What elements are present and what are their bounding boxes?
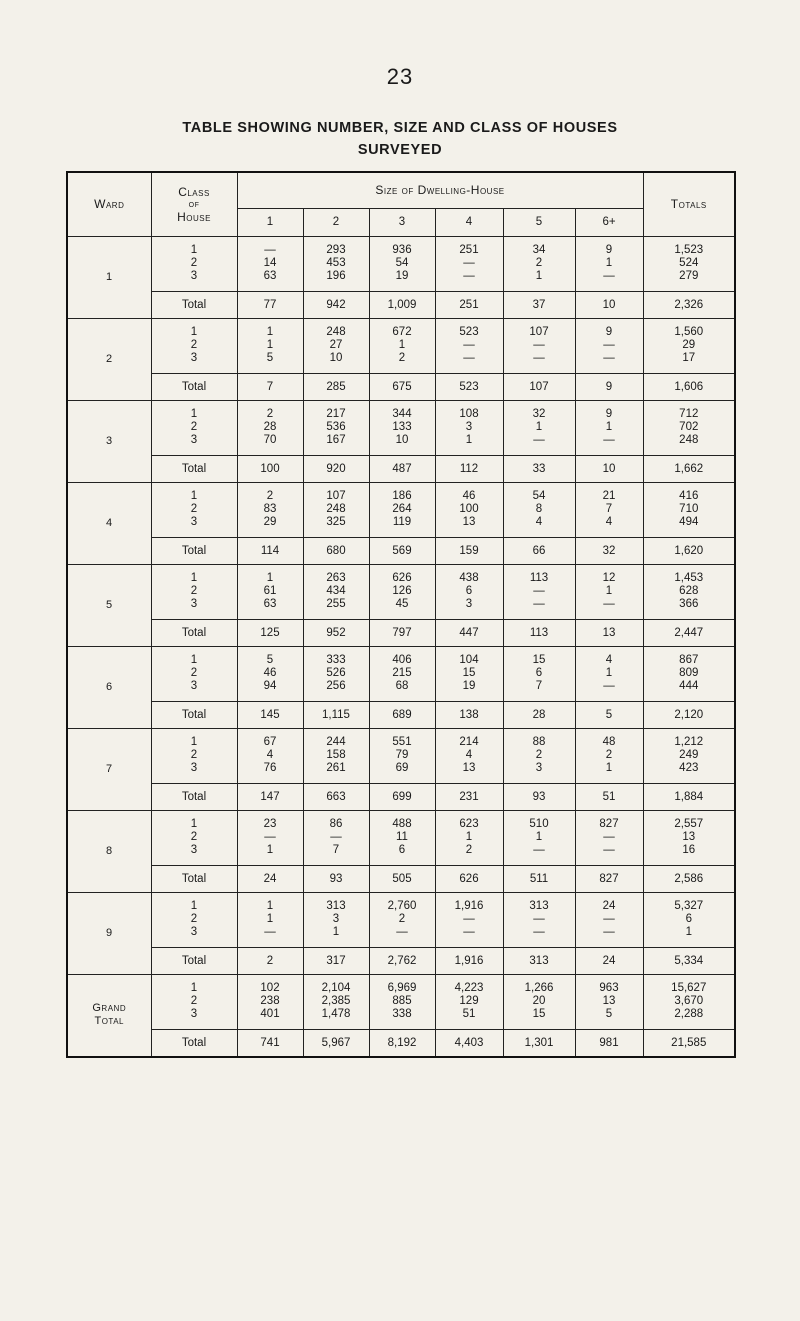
size-4-total: 231 [435, 783, 503, 810]
size-2-values: 248 27 10 [303, 318, 369, 373]
class-totals: 15,627 3,670 2,288 [643, 974, 735, 1029]
size-3-values: 406 215 68 [369, 646, 435, 701]
ward-total-row [67, 783, 735, 810]
size-3-values: 2,760 2 — [369, 892, 435, 947]
class-totals: 1,560 29 17 [643, 318, 735, 373]
size-4-values: 46 100 13 [435, 482, 503, 537]
header-class-of-house [151, 172, 237, 236]
ward-label: 6 [67, 646, 151, 728]
size-5-total: 28 [503, 701, 575, 728]
ward-total-row [67, 1029, 735, 1057]
size-2-values: 293 453 196 [303, 236, 369, 291]
class-numbers: 1 2 3 [151, 236, 237, 291]
class-totals: 867 809 444 [643, 646, 735, 701]
size-4-total: 447 [435, 619, 503, 646]
size-6-total: 32 [575, 537, 643, 564]
size-2-total: 663 [303, 783, 369, 810]
total-label: Total [151, 865, 237, 892]
header-size-6-plus: 6+ [575, 208, 643, 236]
size-2-values: 217 536 167 [303, 400, 369, 455]
ward-total-row [67, 619, 735, 646]
ward-grand-total: 21,585 [643, 1029, 735, 1057]
size-3-values: 626 126 45 [369, 564, 435, 619]
size-2-values: 333 526 256 [303, 646, 369, 701]
size-1-total: 145 [237, 701, 303, 728]
size-6-values: 24 — — [575, 892, 643, 947]
size-4-values: 1,916 — — [435, 892, 503, 947]
class-totals: 1,212 249 423 [643, 728, 735, 783]
size-2-total: 285 [303, 373, 369, 400]
size-4-total: 626 [435, 865, 503, 892]
size-2-values: 86 — 7 [303, 810, 369, 865]
size-1-total: 125 [237, 619, 303, 646]
ward-grand-total: 1,662 [643, 455, 735, 482]
size-3-values: 186 264 119 [369, 482, 435, 537]
total-label: Total [151, 537, 237, 564]
ward-grand-total: 2,120 [643, 701, 735, 728]
ward-total-row [67, 373, 735, 400]
size-4-values: 623 1 2 [435, 810, 503, 865]
header-class-line-1: Class [178, 184, 210, 199]
size-4-total: 1,916 [435, 947, 503, 974]
size-6-values: 21 7 4 [575, 482, 643, 537]
size-1-total: 2 [237, 947, 303, 974]
size-4-total: 523 [435, 373, 503, 400]
header-size-2: 2 [303, 208, 369, 236]
class-totals: 1,453 628 366 [643, 564, 735, 619]
size-1-total: 24 [237, 865, 303, 892]
size-2-total: 952 [303, 619, 369, 646]
size-6-total: 10 [575, 291, 643, 318]
class-numbers: 1 2 3 [151, 810, 237, 865]
size-4-values: 523 — — [435, 318, 503, 373]
ward-class-row [67, 892, 735, 947]
size-3-total: 505 [369, 865, 435, 892]
size-5-total: 66 [503, 537, 575, 564]
ward-grand-total: 2,447 [643, 619, 735, 646]
size-2-total: 93 [303, 865, 369, 892]
class-numbers: 1 2 3 [151, 646, 237, 701]
size-3-values: 6,969 885 338 [369, 974, 435, 1029]
size-3-values: 551 79 69 [369, 728, 435, 783]
class-numbers: 1 2 3 [151, 400, 237, 455]
ward-total-row [67, 537, 735, 564]
ward-class-row [67, 564, 735, 619]
size-3-total: 699 [369, 783, 435, 810]
size-5-values: 32 1 — [503, 400, 575, 455]
size-1-values: 2 28 70 [237, 400, 303, 455]
size-3-total: 797 [369, 619, 435, 646]
size-6-values: 963 13 5 [575, 974, 643, 1029]
size-6-values: 9 1 — [575, 400, 643, 455]
size-1-total: 77 [237, 291, 303, 318]
ward-total-row [67, 455, 735, 482]
size-3-total: 689 [369, 701, 435, 728]
class-totals: 416 710 494 [643, 482, 735, 537]
size-1-total: 7 [237, 373, 303, 400]
size-3-values: 488 11 6 [369, 810, 435, 865]
size-1-values: — 14 63 [237, 236, 303, 291]
title-line-2: SURVEYED [357, 142, 443, 158]
ward-total-row [67, 947, 735, 974]
size-6-total: 24 [575, 947, 643, 974]
ward-class-row [67, 646, 735, 701]
header-ward: Ward [67, 172, 151, 236]
ward-label: 3 [67, 400, 151, 482]
size-3-total: 2,762 [369, 947, 435, 974]
ward-grand-total: 1,606 [643, 373, 735, 400]
size-4-total: 112 [435, 455, 503, 482]
size-5-values: 313 — — [503, 892, 575, 947]
size-4-total: 251 [435, 291, 503, 318]
ward-class-row [67, 728, 735, 783]
size-6-values: 48 2 1 [575, 728, 643, 783]
size-5-total: 113 [503, 619, 575, 646]
size-3-total: 8,192 [369, 1029, 435, 1057]
size-4-total: 138 [435, 701, 503, 728]
size-1-values: 2 83 29 [237, 482, 303, 537]
size-5-values: 34 2 1 [503, 236, 575, 291]
ward-class-row [67, 482, 735, 537]
size-4-values: 438 6 3 [435, 564, 503, 619]
size-5-total: 511 [503, 865, 575, 892]
class-numbers: 1 2 3 [151, 318, 237, 373]
size-1-values: 1 61 63 [237, 564, 303, 619]
page-number: 23 [386, 64, 414, 89]
size-2-total: 317 [303, 947, 369, 974]
header-size-3: 3 [369, 208, 435, 236]
ward-total-row [67, 865, 735, 892]
total-label: Total [151, 947, 237, 974]
size-1-values: 67 4 76 [237, 728, 303, 783]
size-4-values: 108 3 1 [435, 400, 503, 455]
size-5-total: 107 [503, 373, 575, 400]
size-6-values: 9 1 — [575, 236, 643, 291]
size-3-values: 936 54 19 [369, 236, 435, 291]
ward-class-row [67, 400, 735, 455]
size-6-total: 5 [575, 701, 643, 728]
total-label: Total [151, 783, 237, 810]
size-5-values: 510 1 — [503, 810, 575, 865]
size-6-total: 9 [575, 373, 643, 400]
total-label: Total [151, 373, 237, 400]
class-numbers: 1 2 3 [151, 564, 237, 619]
page-title [0, 117, 800, 161]
ward-label: Grand Total [67, 974, 151, 1057]
total-label: Total [151, 701, 237, 728]
table-body [67, 236, 735, 1057]
class-numbers: 1 2 3 [151, 974, 237, 1029]
size-4-values: 251 — — [435, 236, 503, 291]
size-5-values: 113 — — [503, 564, 575, 619]
size-5-total: 313 [503, 947, 575, 974]
header-size-4: 4 [435, 208, 503, 236]
size-5-total: 37 [503, 291, 575, 318]
header-class-line-2: of [188, 198, 200, 210]
size-4-values: 104 15 19 [435, 646, 503, 701]
ward-class-row [67, 974, 735, 1029]
size-5-total: 1,301 [503, 1029, 575, 1057]
size-1-total: 147 [237, 783, 303, 810]
class-totals: 712 702 248 [643, 400, 735, 455]
size-5-total: 33 [503, 455, 575, 482]
size-6-total: 51 [575, 783, 643, 810]
class-numbers: 1 2 3 [151, 892, 237, 947]
size-1-values: 5 46 94 [237, 646, 303, 701]
total-label: Total [151, 619, 237, 646]
class-totals: 2,557 13 16 [643, 810, 735, 865]
size-1-values: 23 — 1 [237, 810, 303, 865]
total-label: Total [151, 455, 237, 482]
survey-table [66, 171, 736, 1058]
size-3-total: 1,009 [369, 291, 435, 318]
size-5-values: 15 6 7 [503, 646, 575, 701]
size-2-total: 5,967 [303, 1029, 369, 1057]
class-numbers: 1 2 3 [151, 728, 237, 783]
ward-label: 9 [67, 892, 151, 974]
size-1-values: 1 1 — [237, 892, 303, 947]
size-5-values: 107 — — [503, 318, 575, 373]
size-2-values: 2,104 2,385 1,478 [303, 974, 369, 1029]
size-5-values: 1,266 20 15 [503, 974, 575, 1029]
class-numbers: 1 2 3 [151, 482, 237, 537]
ward-class-row [67, 318, 735, 373]
size-5-total: 93 [503, 783, 575, 810]
size-1-total: 114 [237, 537, 303, 564]
class-totals: 1,523 524 279 [643, 236, 735, 291]
size-6-values: 4 1 — [575, 646, 643, 701]
size-1-values: 102 238 401 [237, 974, 303, 1029]
header-class-line-3: House [177, 209, 211, 224]
size-6-values: 9 — — [575, 318, 643, 373]
size-2-values: 313 3 1 [303, 892, 369, 947]
size-2-total: 1,115 [303, 701, 369, 728]
ward-label: 5 [67, 564, 151, 646]
header-size-1: 1 [237, 208, 303, 236]
total-label: Total [151, 291, 237, 318]
ward-total-row [67, 701, 735, 728]
size-6-values: 827 — — [575, 810, 643, 865]
ward-label: 7 [67, 728, 151, 810]
size-4-values: 214 4 13 [435, 728, 503, 783]
size-6-total: 13 [575, 619, 643, 646]
ward-grand-total: 2,326 [643, 291, 735, 318]
size-2-total: 680 [303, 537, 369, 564]
header-size-group: Size of Dwelling-House [237, 172, 643, 208]
size-4-total: 159 [435, 537, 503, 564]
total-label: Total [151, 1029, 237, 1057]
ward-label: 4 [67, 482, 151, 564]
size-4-values: 4,223 129 51 [435, 974, 503, 1029]
header-totals: Totals [643, 172, 735, 236]
size-1-total: 741 [237, 1029, 303, 1057]
size-1-values: 1 1 5 [237, 318, 303, 373]
size-3-values: 672 1 2 [369, 318, 435, 373]
ward-class-row [67, 236, 735, 291]
size-2-values: 263 434 255 [303, 564, 369, 619]
size-2-total: 920 [303, 455, 369, 482]
title-line-1: TABLE SHOWING NUMBER, SIZE AND CLASS OF HOUSES [182, 120, 618, 136]
size-5-values: 54 8 4 [503, 482, 575, 537]
ward-label: 2 [67, 318, 151, 400]
size-3-total: 569 [369, 537, 435, 564]
class-totals: 5,327 6 1 [643, 892, 735, 947]
ward-label: 8 [67, 810, 151, 892]
size-2-values: 107 248 325 [303, 482, 369, 537]
ward-grand-total: 5,334 [643, 947, 735, 974]
ward-label: 1 [67, 236, 151, 318]
size-6-total: 10 [575, 455, 643, 482]
size-2-values: 244 158 261 [303, 728, 369, 783]
ward-grand-total: 1,884 [643, 783, 735, 810]
size-3-values: 344 133 10 [369, 400, 435, 455]
size-4-total: 4,403 [435, 1029, 503, 1057]
size-1-total: 100 [237, 455, 303, 482]
size-3-total: 487 [369, 455, 435, 482]
size-2-total: 942 [303, 291, 369, 318]
ward-class-row [67, 810, 735, 865]
ward-grand-total: 2,586 [643, 865, 735, 892]
size-6-total: 827 [575, 865, 643, 892]
size-6-total: 981 [575, 1029, 643, 1057]
size-3-total: 675 [369, 373, 435, 400]
ward-total-row [67, 291, 735, 318]
size-6-values: 12 1 — [575, 564, 643, 619]
header-size-5: 5 [503, 208, 575, 236]
size-5-values: 88 2 3 [503, 728, 575, 783]
ward-grand-total: 1,620 [643, 537, 735, 564]
